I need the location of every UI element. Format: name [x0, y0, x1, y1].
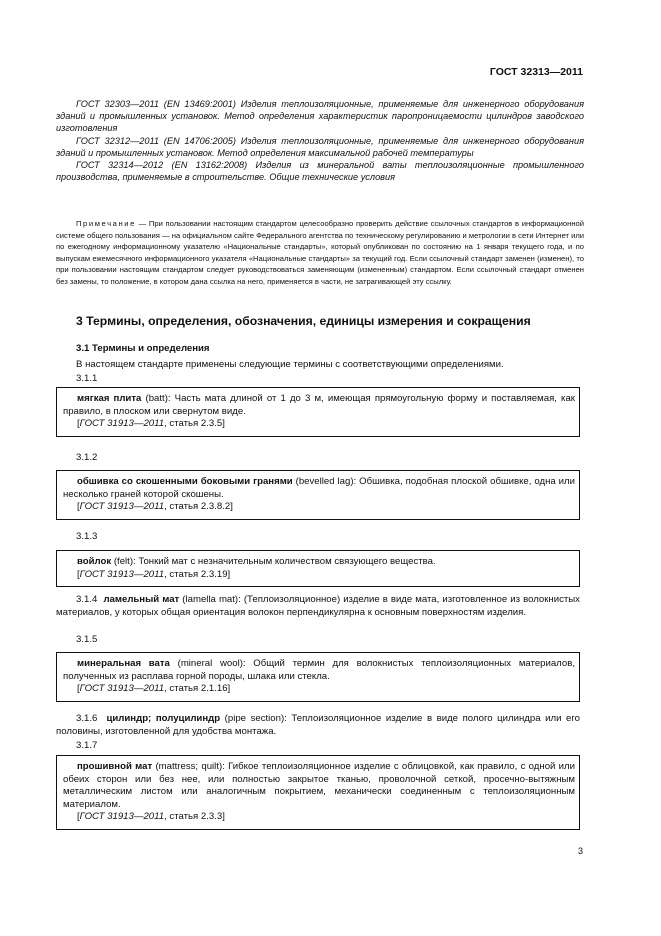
term-source: [ГОСТ 31913—2011, статья 2.3.19] [77, 568, 231, 580]
term-number: 3.1.7 [76, 740, 98, 751]
term-name: обшивка со скошенными боковыми гранями [77, 476, 293, 487]
term-definition: (batt): Часть мата длиной от 1 до 3 м, имеющая прямоугольную форму и поставляемая, как правило, в плоском или свернутом виде. [63, 393, 575, 417]
term-box-mattress [56, 755, 580, 830]
term-box-mineral-wool [56, 652, 580, 702]
term-source: [ГОСТ 31913—2011, статья 2.3.3] [77, 811, 225, 822]
term-name: прошивной мат [77, 761, 153, 772]
term-definition: (mineral wool): Общий термин для волокнистых теплоизоляционных материалов, полученных из расплава горной породы, шлака или стекла. [63, 658, 575, 682]
term-source: [ГОСТ 31913—2011, статья 2.3.5] [77, 418, 225, 429]
section-title: 3 Термины, определения, обозначения, единицы измерения и сокращения [76, 314, 531, 328]
term-definition: (lamella mat): (Теплоизоляционное) изделие в виде мата, изготовленное из волокнистых материалов, у которых общая ориентация волокон перпендикулярна к основным поверхностям изделия. [56, 594, 580, 618]
term-name: войлок [77, 556, 112, 567]
term-source: [ГОСТ 31913—2011, статья 2.3.8.2] [77, 501, 233, 512]
term-number: 3.1.4 [76, 594, 98, 605]
reference-item: ГОСТ 32312—2011 (EN 14706:2005) Изделия теплоизоляционные, применяемые для инженерного оборудования зданий и промышленных установок. Метод определения максимальной рабочей температуры [56, 135, 584, 158]
term-name: цилиндр; полуцилиндр [106, 713, 221, 724]
term-number: 3.1.2 [76, 452, 98, 463]
reference-item: ГОСТ 32303—2011 (EN 13469:2001) Изделия теплоизоляционные, применяемые для инженерного оборудования зданий и промышленных установок. Метод определения характеристик паропроницаемости цилиндров заводского изготовления [56, 99, 584, 134]
standard-header: ГОСТ 32313—2011 [489, 66, 583, 78]
section-intro: В настоящем стандарте применены следующие термины с соответствующими определениями. [76, 359, 504, 370]
term-definition: (pipe section): Теплоизоляционное изделие в виде полого цилиндра или его половины, изготовленной для удобства монтажа. [56, 713, 580, 737]
term-number: 3.1.5 [76, 634, 98, 645]
term-definition: (mattress; quilt): Гибкое теплоизоляционное изделие с облицовкой, как правило, с одной или обеих сторон или без нее, или полностью закрытое тканью, проволочной сеткой, просечно-вытяжным металлическим листом или аналогичным покрытием, механически соединенным с теплоизоляционным материалом. [63, 761, 575, 810]
note-label: Примечание [76, 219, 136, 228]
term-name: ламельный мат [103, 594, 180, 605]
note-block [56, 218, 584, 288]
term-paragraph-lamella [56, 594, 580, 619]
term-number: 3.1.1 [76, 373, 98, 384]
term-number: 3.1.3 [76, 531, 98, 542]
term-definition: (bevelled lag): Обшивка, подобная плоской обшивке, одна или несколько граней которой скошены. [63, 476, 575, 500]
term-number: 3.1.6 [76, 713, 98, 724]
term-box-felt [56, 550, 580, 587]
term-name: минеральная вата [77, 658, 170, 669]
term-definition: (felt): Тонкий мат с незначительным количеством связующего вещества. [111, 556, 436, 567]
term-source: [ГОСТ 31913—2011, статья 2.1.16] [77, 683, 231, 694]
term-box-batt [56, 387, 580, 437]
term-box-bevelled-lag [56, 470, 580, 520]
term-name: мягкая плита [77, 393, 142, 404]
normative-references [56, 98, 584, 183]
note-text: — При пользовании настоящим стандартом целесообразно проверить действие ссылочных стандартов в информационной системе общего пользования — на официальном сайте Федерального агентства по техническому регулированию и метрологии в сети Интернет или по ежегодному информационному указателю «Национальные стандарты», который опубликован по состоянию на 1 января текущего года, и по выпускам ежемесячного информационного указателя «Национальные стандарты» за текущий год. Если ссылочный стандарт заменен (изменен), то при пользовании настоящим стандартом следует руководствоваться заменяющим (измененным) стандартом. Если ссылочный стандарт отменен без замены, то положение, в котором дана ссылка на него, применяется в части, не затрагивающей эту ссылку. [56, 219, 584, 286]
term-paragraph-pipe-section [56, 713, 580, 738]
subsection-title: 3.1 Термины и определения [76, 343, 210, 354]
page-number: 3 [577, 846, 583, 856]
reference-item: ГОСТ 32314—2012 (EN 13162:2008) Изделия из минеральной ваты теплоизоляционные промышленного производства, применяемые в строительстве. Общие технические условия [56, 160, 584, 183]
